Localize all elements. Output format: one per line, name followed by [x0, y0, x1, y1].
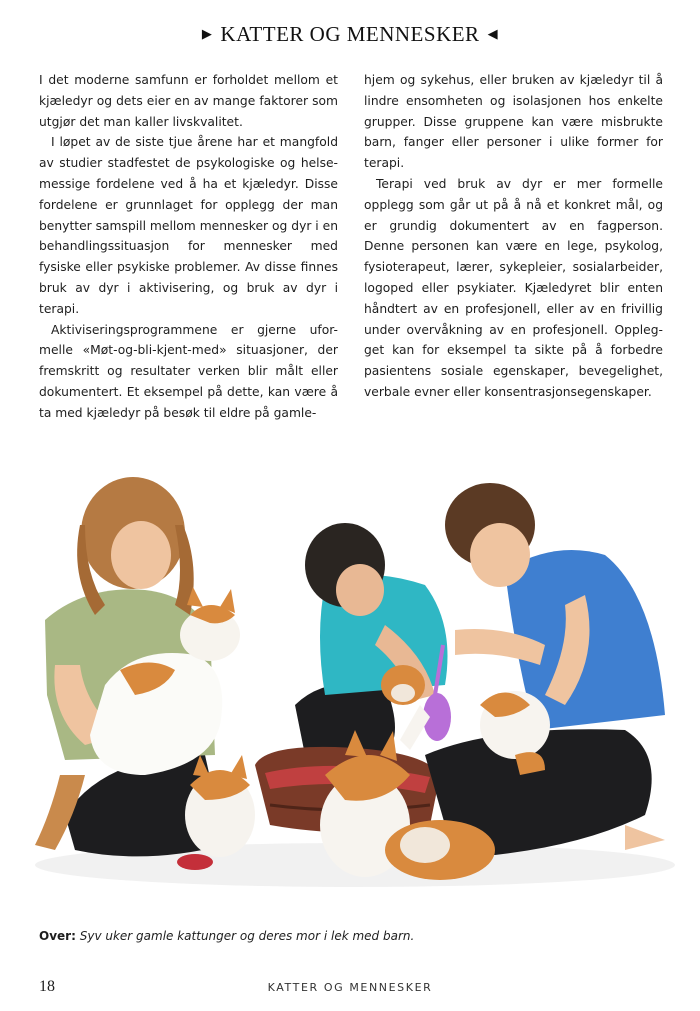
caption-text: Syv uker gamle kattunger og deres mor i lek med barn. — [79, 929, 415, 943]
left-text-column — [39, 70, 338, 424]
caption-label: Over: — [39, 929, 76, 943]
paragraph: I løpet av de siste tjue årene har et mangfold av studier stadfestet de psykologiske og helse-messige fordelene ved å ha et kjæledyr. Disse fordelene er grunnlaget for opplegg der man benytter samspill mellom mennesker og dyr i en behandlingssituasjon for mennesker med fysiske eller psykiske problemer. Av disse finnes bruk av dyr i aktivisering, og bruk av dyr i terapi. — [39, 135, 338, 316]
paragraph: I det moderne samfunn er forholdet mellom et kjæledyr og dets eier en av mange faktorer som utgjør det man kaller livskvalitet. — [39, 73, 338, 129]
right-triangle-icon: ▶ — [201, 26, 213, 41]
header-title: KATTER OG MENNESKER — [220, 22, 480, 46]
paragraph: Terapi ved bruk av dyr er mer formelle opplegg som går ut på å nå et konkret mål, og er grundig dokumentert av en fagperson. Denne personen kan være en lege, psykolog, fysioterapeut, lærer, sykepleier, sosialarbeider, logoped eller psykiater. Kjæledyret blir enten håndtert av en profesjonell, eller av en frivillig under overvåkning av en profesjonell. Oppleg-get kan for eksempel ta sikte på å forbedre pasientens sosiale egenskaper, bevegelighet, verbale evner eller konsentrasjonsegenskaper. — [364, 176, 663, 399]
right-text-column — [364, 70, 663, 403]
photo-caption — [39, 929, 414, 943]
page-number: 18 — [39, 978, 55, 995]
running-footer: KATTER OG MENNESKER — [267, 981, 433, 994]
red-mouse-toy — [177, 854, 213, 870]
paragraph: Aktiviseringsprogrammene er gjerne ufor-melle «Møt-og-bli-kjent-med» situasjoner, der fremskritt og resultater verken blir målt eller dokumentert. Et eksempel på dette, kan være å ta med kjæledyr på besøk til eldre på gamle- — [39, 322, 338, 420]
paragraph: hjem og sykehus, eller bruken av kjæledyr til å lindre ensomheten og isolasjonen hos enkelte grupper. Disse gruppene kan være misbrukte barn, fanger eller personer i ulike former for terapi. — [364, 73, 663, 171]
girl-right-figure — [425, 483, 665, 855]
left-triangle-icon: ◀ — [487, 26, 499, 41]
page-header — [0, 22, 700, 47]
photo-children-with-cats — [25, 455, 685, 915]
